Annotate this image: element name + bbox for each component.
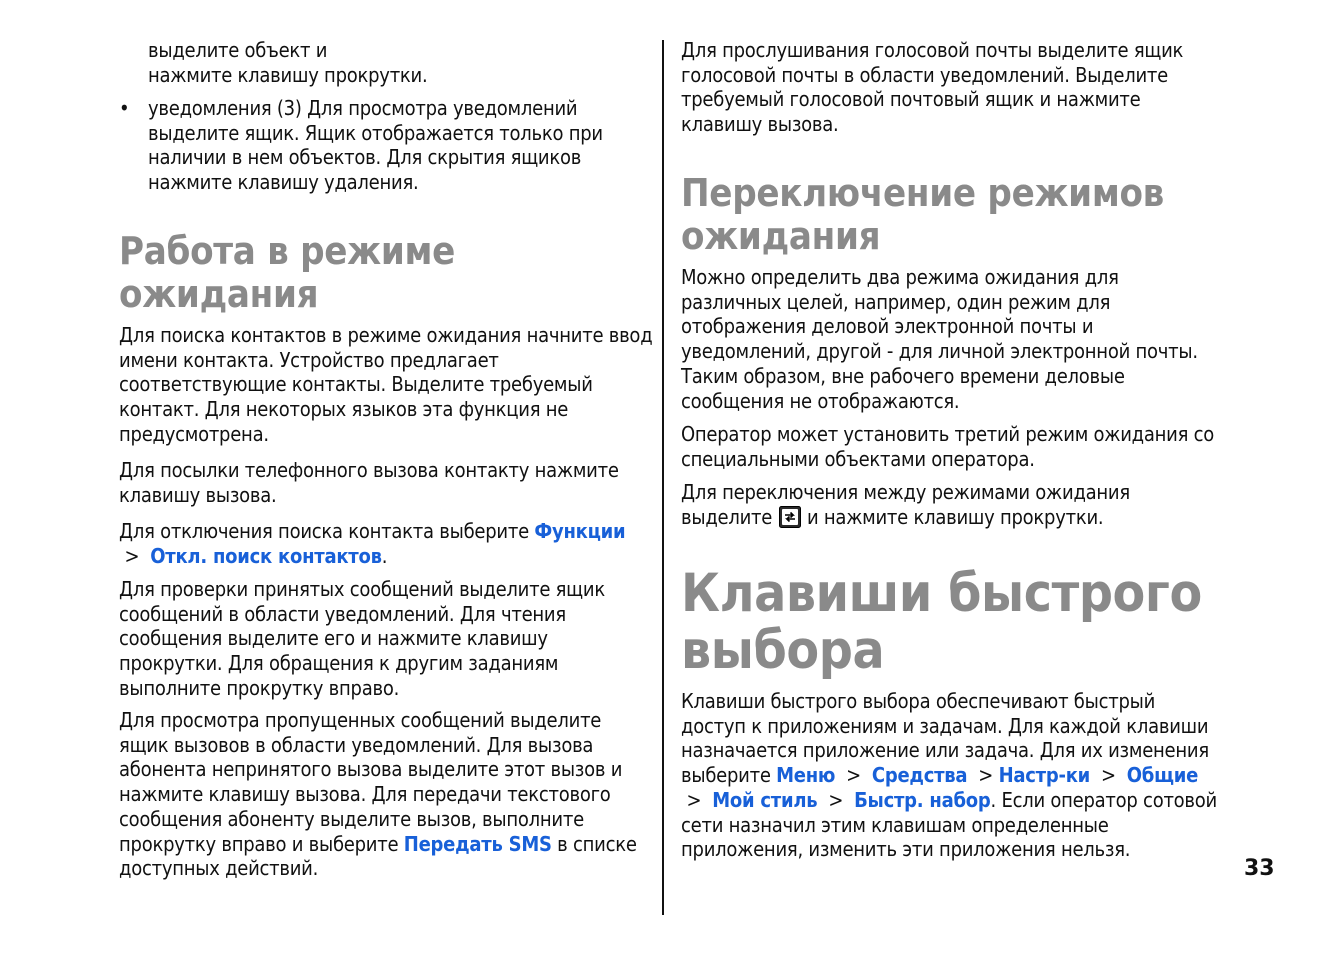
para-missed-calls bbox=[119, 708, 653, 881]
path-separator: > bbox=[1100, 763, 1116, 788]
link-settings[interactable]: Настр-ки bbox=[998, 763, 1091, 788]
para-switch-modes-line1: Для переключения между режимами ожидания bbox=[681, 480, 1130, 504]
path-separator: > bbox=[978, 763, 994, 788]
para-operator-mode: Оператор может установить третий режим ожидания со специальными объектами оператора. bbox=[681, 422, 1215, 471]
link-my-style[interactable]: Мой стиль bbox=[712, 787, 818, 812]
para-voicemail: Для прослушивания голосовой почты выделите ящик голосовой почты в области уведомлений. Выделите требуемый голосовой почтовый ящик и нажмите клавишу вызова. bbox=[681, 38, 1184, 137]
para-switch-modes bbox=[681, 480, 1217, 529]
para-check-messages: Для проверки принятых сообщений выделите ящик сообщений в области уведомлений. Для чтения сообщения выделите его и нажмите клавишу прокрутки. Для обращения к другим заданиям выполните прокрутку вправо. bbox=[119, 577, 605, 700]
para-shortcut-keys-end: . Если оператор сотовой сети назначил этим клавишам определенные приложения, изменить эти приложения нельзя. bbox=[681, 787, 1217, 862]
switch-standby-icon bbox=[779, 506, 801, 528]
path-separator: > bbox=[846, 763, 861, 788]
heading-shortcut-keys: Клавиши быстрого выбора bbox=[681, 563, 1202, 681]
link-send-sms[interactable]: Передать SMS bbox=[403, 831, 552, 856]
para-missed-calls-text: Для просмотра пропущенных сообщений выделите ящик вызовов в области уведомлений. Для вызова абонента непринятого вызова выделите этот вызов и нажмите клавишу вызова. Для передачи текстового сообщения абоненту выделите вызов, выполните прокрутку вправо и выберите bbox=[119, 708, 623, 856]
link-functions[interactable]: Функции bbox=[534, 519, 626, 543]
para-missed-calls-end: в списке доступных действий. bbox=[119, 831, 637, 881]
para-switch-modes-after: и нажмите клавишу прокрутки. bbox=[807, 504, 1104, 529]
para-call-contact: Для посылки телефонного вызова контакту нажмите клавишу вызова. bbox=[119, 458, 619, 507]
bullet-symbol: • bbox=[119, 96, 130, 120]
notification-bullet-item bbox=[119, 96, 653, 195]
link-general[interactable]: Общие bbox=[1126, 763, 1199, 788]
path-separator: > bbox=[828, 787, 844, 812]
intro-line-2: нажмите клавишу прокрутки. bbox=[148, 63, 428, 87]
para-contact-search: Для поиска контактов в режиме ожидания начните ввод имени контакта. Устройство предлагает соответствующие контакты. Выделите требуемый контакт. Для некоторых языков эта функция не предусмотрена. bbox=[119, 323, 653, 446]
column-divider bbox=[662, 40, 664, 915]
para-two-standby-modes: Можно определить два режима ожидания для различных целей, например, один режим для отображения деловой электронной почты и уведомлений, другой - для личной электронной почты. Таким образом, вне рабочего времени деловые сообщения не отображаются. bbox=[681, 265, 1198, 413]
para-shortcut-keys-text: Клавиши быстрого выбора обеспечивают быстрый доступ к приложениям и задачам. Для каждой клавиши назначается приложение или задача. Для их изменения выберите bbox=[681, 689, 1209, 788]
link-disable-contact-search[interactable]: Откл. поиск контактов bbox=[150, 543, 382, 568]
link-menu[interactable]: Меню bbox=[776, 763, 836, 788]
heading-standby-mode: Работа в режиме ожидания bbox=[119, 229, 456, 316]
bullet-text: уведомления (3) Для просмотра уведомлений выделите ящик. Ящик отображается только при наличии в нем объектов. Для скрытия ящиков нажмите клавишу удаления. bbox=[148, 96, 603, 195]
para-switch-modes-before: выделите bbox=[681, 504, 773, 529]
path-separator: > bbox=[124, 543, 140, 568]
period: . bbox=[381, 543, 388, 568]
para-shortcut-keys bbox=[681, 689, 1217, 862]
link-quick-dial[interactable]: Быстр. набор bbox=[854, 787, 991, 812]
para-disable-search bbox=[119, 519, 653, 568]
page-number: 33 bbox=[1244, 856, 1275, 881]
intro-line-1: выделите объект и bbox=[148, 38, 328, 62]
path-separator: > bbox=[686, 787, 702, 812]
para-disable-search-text: Для отключения поиска контакта выберите bbox=[119, 519, 529, 543]
link-tools[interactable]: Средства bbox=[871, 763, 968, 788]
heading-switch-standby: Переключение режимов ожидания bbox=[681, 171, 1165, 258]
